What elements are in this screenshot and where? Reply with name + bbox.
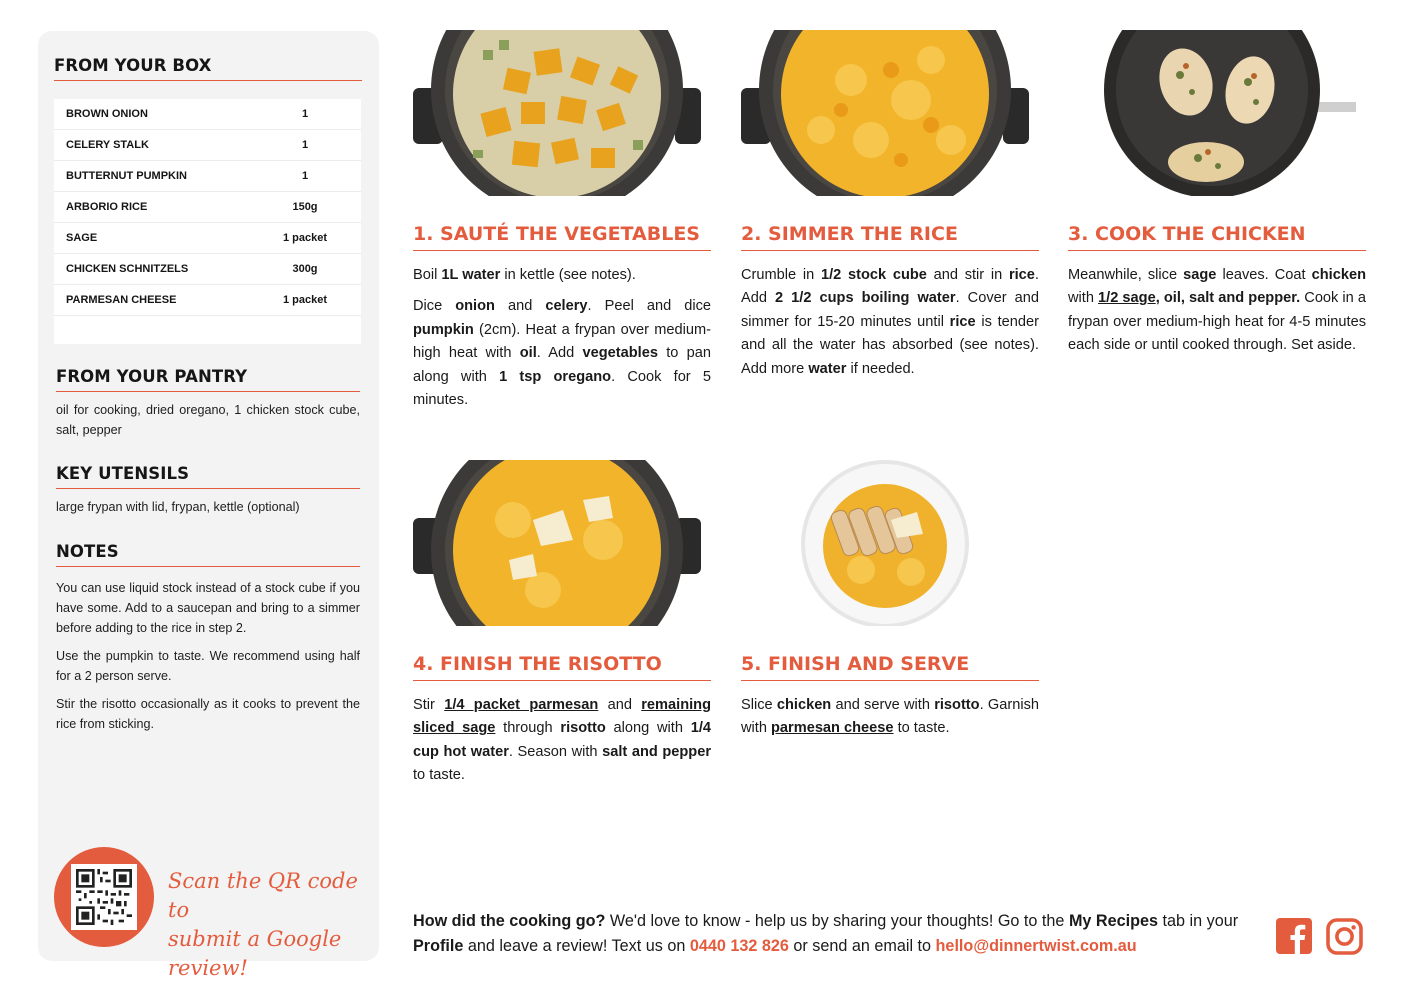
ingredient-name: CHICKEN SCHNITZELS: [66, 263, 189, 275]
qr-text-line2: submit a Google review!: [168, 927, 342, 980]
step-4-photo: [413, 460, 701, 626]
ingredient-row: [54, 192, 361, 223]
step-4-p1: Stir 1/4 packet parmesan and remaining sliced sage through risotto along with 1/4 cup hot water. Season with salt and pepper to taste.: [413, 697, 712, 784]
step-5-p1: Slice chicken and serve with risotto. Garnish with parmesan cheese to taste.: [741, 697, 1039, 737]
ingredients-table: [54, 99, 361, 344]
instagram-icon[interactable]: [1326, 918, 1364, 956]
ingredient-row: [54, 130, 361, 161]
ingredient-row: [54, 223, 361, 254]
ingredient-name: ARBORIO RICE: [66, 201, 148, 213]
facebook-icon[interactable]: [1276, 918, 1314, 956]
from-your-box-title: FROM YOUR BOX: [54, 56, 362, 81]
utensils-title: KEY UTENSILS: [56, 464, 360, 489]
step-3: [1068, 30, 1366, 366]
ingredient-row: [54, 285, 361, 316]
step-3-photo: [1068, 30, 1356, 196]
ingredient-name: PARMESAN CHEESE: [66, 294, 177, 306]
pantry-section: [56, 367, 360, 440]
footer-review-text: How did the cooking go? We'd love to know - help us by sharing your thoughts! Go to the My Recipes tab in your Profile and leave a review! Text us on 0440 132 826 or send an email to hello@dinnertwist.com.au: [413, 912, 1239, 955]
pantry-text: oil for cooking, dried oregano, 1 chicken stock cube, salt, pepper: [56, 403, 360, 437]
my-recipes-label: My Recipes: [1068, 912, 1159, 930]
step-2-title: 2. SIMMER THE RICE: [741, 223, 1039, 251]
step-4-body: [413, 694, 711, 788]
notes-section: [56, 542, 360, 742]
step-4-title: 4. FINISH THE RISOTTO: [413, 653, 711, 681]
ingredient-row: [54, 161, 361, 192]
note-paragraph: You can use liquid stock instead of a stock cube if you have some. Add to a saucepan and bring to a simmer before adding to the rice in step 2.: [56, 581, 360, 635]
ingredient-qty: 1: [301, 108, 309, 120]
notes-title: NOTES: [56, 542, 360, 567]
ingredient-name: BROWN ONION: [66, 108, 148, 120]
step-1-title: 1. SAUTÉ THE VEGETABLES: [413, 223, 711, 251]
step-3-body: [1068, 264, 1366, 358]
ingredient-qty: 1: [301, 170, 309, 182]
step-1-photo: [413, 30, 701, 196]
ingredient-name: BUTTERNUT PUMPKIN: [66, 170, 187, 182]
step-3-title: 3. COOK THE CHICKEN: [1068, 223, 1366, 251]
step-2-p1: Crumble in 1/2 stock cube and stir in rice. Add 2 1/2 cups boiling water. Cover and simmer for 15-20 minutes until rice is tender and all the water has absorbed (see notes). Add more water if needed.: [741, 267, 1039, 377]
ingredient-qty: 150g: [292, 201, 318, 213]
step-2-body: [741, 264, 1039, 381]
step-5-title: 5. FINISH AND SERVE: [741, 653, 1039, 681]
step-4: [413, 460, 711, 796]
ingredient-qty: 1 packet: [282, 294, 328, 306]
ingredient-qty: 1: [301, 139, 309, 151]
footer-question: How did the cooking go?: [413, 912, 606, 930]
profile-label: Profile: [413, 937, 464, 955]
step-2-photo: [741, 30, 1029, 196]
step-5: [741, 460, 1039, 749]
step-1-p2: Dice onion and celery. Peel and dice pumpkin (2cm). Heat a frypan over medium-high heat with oil. Add vegetables to pan along with 1 tsp oregano. Cook for 5 minutes.: [413, 298, 711, 409]
note-paragraph: Use the pumpkin to taste. We recommend using half for a 2 person serve.: [56, 649, 360, 683]
step-1-body: [413, 264, 711, 412]
qr-review-text: [168, 867, 368, 983]
qr-text-line1: Scan the QR code to: [168, 869, 358, 922]
pantry-title: FROM YOUR PANTRY: [56, 367, 360, 392]
step-5-body: [741, 694, 1039, 741]
ingredient-row: [54, 99, 361, 130]
email-link[interactable]: hello@dinnertwist.com.au: [935, 937, 1137, 955]
ingredient-name: CELERY STALK: [66, 139, 149, 151]
qr-code-icon[interactable]: [71, 864, 137, 930]
ingredient-qty: 300g: [292, 263, 318, 275]
step-1-p1: Boil 1L water in kettle (see notes).: [413, 267, 636, 283]
ingredient-row: [54, 254, 361, 285]
step-2: [741, 30, 1039, 389]
ingredient-qty: 1 packet: [282, 232, 328, 244]
ingredient-name: SAGE: [66, 232, 98, 244]
step-3-p1: Meanwhile, slice sage leaves. Coat chicken with 1/2 sage, oil, salt and pepper. Cook in a frypan over medium-high heat for 4-5 minutes each side or until cooked through. Set aside.: [1068, 267, 1367, 354]
qr-badge: [54, 847, 154, 947]
sidebar: [38, 31, 379, 980]
utensils-section: [56, 464, 360, 517]
utensils-text: large frypan with lid, frypan, kettle (optional): [56, 500, 300, 514]
step-5-photo: [741, 460, 1029, 626]
step-1: [413, 30, 711, 420]
note-paragraph: Stir the risotto occasionally as it cooks to prevent the rice from sticking.: [56, 697, 360, 731]
phone-link[interactable]: 0440 132 826: [689, 937, 789, 955]
